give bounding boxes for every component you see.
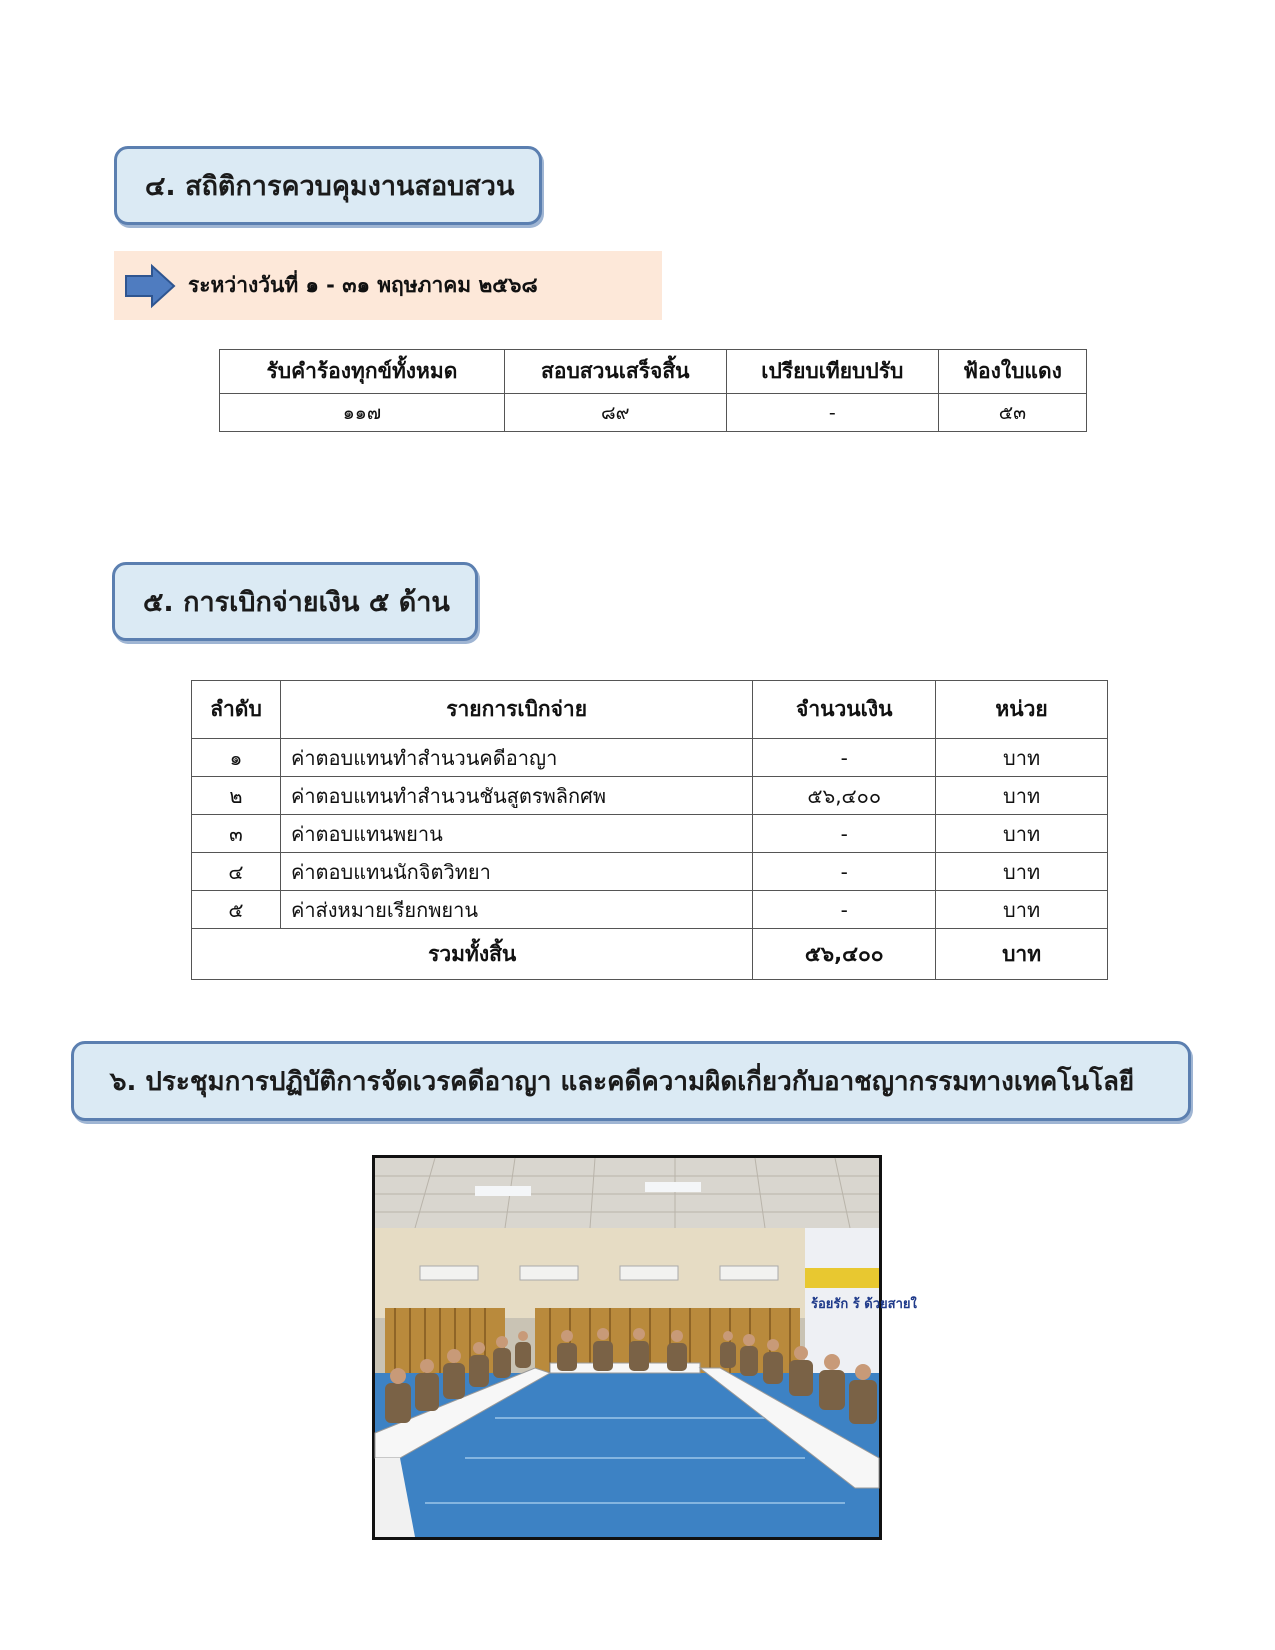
- section-6-title-box: [71, 1041, 1191, 1121]
- section-6-title: ๖. ประชุมการปฏิบัติการจัดเวรคดีอาญา และคดีความผิดเกี่ยวกับอาชญากรรมทางเทคโนโลยี: [110, 1066, 1135, 1097]
- row-number: ๑: [192, 739, 281, 777]
- row-unit: บาท: [936, 853, 1108, 891]
- stats-value: ๑๑๗: [220, 394, 505, 432]
- right-arrow-icon: [124, 264, 176, 308]
- total-label: รวมทั้งสิ้น: [192, 929, 753, 980]
- section-4-title-box: [114, 146, 542, 225]
- row-number: ๒: [192, 777, 281, 815]
- expenses-table: [191, 680, 1108, 980]
- row-item: ค่าส่งหมายเรียกพยาน: [280, 891, 752, 929]
- expenses-header: รายการเบิกจ่าย: [280, 681, 752, 739]
- row-item: ค่าตอบแทนนักจิตวิทยา: [280, 853, 752, 891]
- row-unit: บาท: [936, 891, 1108, 929]
- table-row: [192, 739, 1108, 777]
- section-5-title-box: [112, 562, 478, 641]
- investigation-stats-table: [219, 349, 1087, 432]
- row-unit: บาท: [936, 777, 1108, 815]
- row-amount: -: [753, 739, 936, 777]
- row-number: ๓: [192, 815, 281, 853]
- total-unit: บาท: [936, 929, 1108, 980]
- row-item: ค่าตอบแทนทำสำนวนชันสูตรพลิกศพ: [280, 777, 752, 815]
- row-amount: -: [753, 891, 936, 929]
- period-banner: [114, 251, 662, 320]
- table-row: [192, 815, 1108, 853]
- stats-value: ๕๓: [938, 394, 1086, 432]
- table-row: [192, 891, 1108, 929]
- table-row: [220, 394, 1087, 432]
- row-amount: ๕๖,๔๐๐: [753, 777, 936, 815]
- row-amount: -: [753, 853, 936, 891]
- row-number: ๕: [192, 891, 281, 929]
- total-row: [192, 929, 1108, 980]
- photo-banner-text: ร้อยรัก ร้ ด้วยสายใ: [811, 1297, 917, 1312]
- row-item: ค่าตอบแทนพยาน: [280, 815, 752, 853]
- period-text: ระหว่างวันที่ ๑ - ๓๑ พฤษภาคม ๒๕๖๘: [188, 273, 538, 297]
- row-item: ค่าตอบแทนทำสำนวนคดีอาญา: [280, 739, 752, 777]
- section-4-title: ๔. สถิติการควบคุมงานสอบสวน: [145, 171, 515, 202]
- stats-header: เปรียบเทียบปรับ: [726, 350, 938, 394]
- row-number: ๔: [192, 853, 281, 891]
- row-amount: -: [753, 815, 936, 853]
- stats-value: -: [726, 394, 938, 432]
- stats-value: ๘๙: [504, 394, 726, 432]
- stats-header: สอบสวนเสร็จสิ้น: [504, 350, 726, 394]
- stats-header: รับคำร้องทุกข์ทั้งหมด: [220, 350, 505, 394]
- row-unit: บาท: [936, 739, 1108, 777]
- meeting-photo: [372, 1155, 917, 1540]
- row-unit: บาท: [936, 815, 1108, 853]
- expenses-header: ลำดับ: [192, 681, 281, 739]
- table-row: [192, 853, 1108, 891]
- stats-header: ฟ้องใบแดง: [938, 350, 1086, 394]
- section-5-title: ๕. การเบิกจ่ายเงิน ๕ ด้าน: [143, 587, 450, 618]
- expenses-header: จำนวนเงิน: [753, 681, 936, 739]
- total-amount: ๕๖,๔๐๐: [753, 929, 936, 980]
- meeting-room-illustration: [375, 1158, 917, 1537]
- table-row: [192, 777, 1108, 815]
- expenses-header: หน่วย: [936, 681, 1108, 739]
